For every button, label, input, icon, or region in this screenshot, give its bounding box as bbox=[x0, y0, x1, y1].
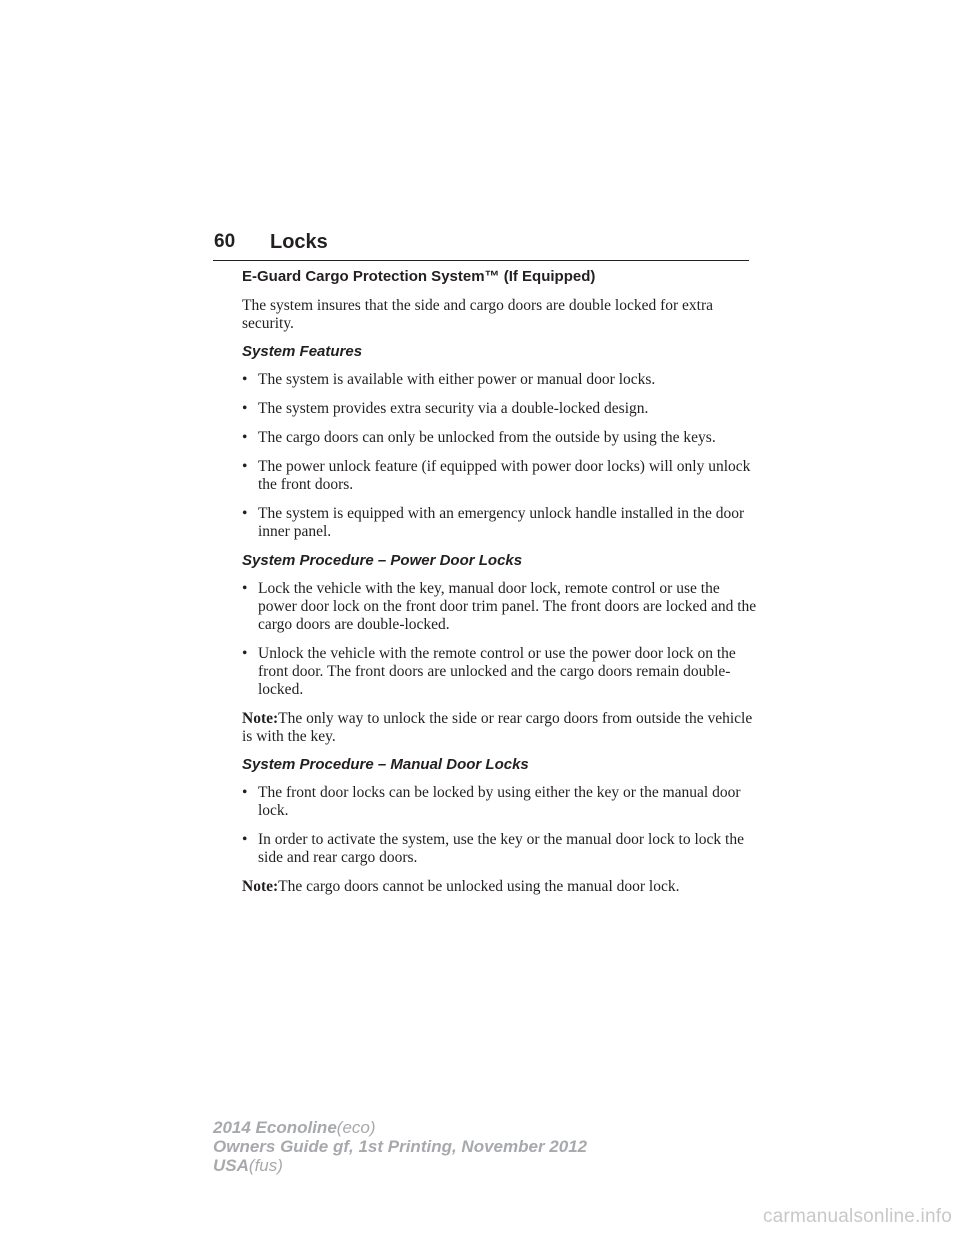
list-item-text: The system provides extra security via a double-locked design. bbox=[258, 400, 649, 417]
manual-procedure-heading: System Procedure – Manual Door Locks bbox=[242, 756, 529, 773]
bullet-icon: • bbox=[242, 458, 248, 475]
note-text: The cargo doors cannot be unlocked using the manual door lock. bbox=[278, 878, 680, 895]
list-item-text: The system is available with either power or manual door locks. bbox=[258, 371, 656, 388]
list-item bbox=[242, 505, 762, 541]
list-item bbox=[242, 831, 762, 867]
document-footer bbox=[213, 1118, 587, 1175]
note-label: Note: bbox=[242, 878, 279, 895]
bullet-icon: • bbox=[242, 784, 248, 801]
list-item bbox=[242, 645, 762, 699]
power-procedure-list bbox=[242, 580, 762, 699]
list-item bbox=[242, 371, 762, 389]
list-item-text: In order to activate the system, use the key or the manual door lock to lock the side and rear cargo doors. bbox=[258, 831, 744, 866]
bullet-icon: • bbox=[242, 429, 248, 446]
footer-market-code: (fus) bbox=[248, 1156, 283, 1175]
features-list bbox=[242, 371, 762, 541]
site-watermark: carmanualsonline.info bbox=[762, 1206, 952, 1227]
page-header bbox=[213, 230, 749, 261]
article-title: E-Guard Cargo Protection System™ (If Equipped) bbox=[242, 268, 596, 285]
list-item bbox=[242, 784, 762, 820]
page-number: 60 bbox=[214, 231, 236, 252]
note-text: The only way to unlock the side or rear cargo doors from outside the vehicle is with the key. bbox=[242, 710, 753, 745]
bullet-icon: • bbox=[242, 400, 248, 417]
list-item-text: The power unlock feature (if equipped with power door locks) will only unlock the front doors. bbox=[258, 458, 751, 493]
note-label: Note: bbox=[242, 710, 279, 727]
list-item-text: The front door locks can be locked by using either the key or the manual door lock. bbox=[258, 784, 741, 819]
list-item bbox=[242, 458, 762, 494]
footer-line-1 bbox=[213, 1118, 587, 1137]
footer-line-3 bbox=[213, 1156, 587, 1175]
list-item-text: The system is equipped with an emergency unlock handle installed in the door inner panel. bbox=[258, 505, 745, 540]
manual-procedure-note bbox=[242, 878, 762, 896]
page-content bbox=[242, 268, 762, 906]
list-item-text: Lock the vehicle with the key, manual door lock, remote control or use the power door lock on the front door trim panel. The front doors are locked and the cargo doors are double-locked. bbox=[258, 580, 757, 633]
manual-procedure-list bbox=[242, 784, 762, 867]
footer-model-code: (eco) bbox=[336, 1118, 376, 1137]
features-heading: System Features bbox=[242, 343, 363, 360]
list-item bbox=[242, 429, 762, 447]
section-title: Locks bbox=[270, 231, 328, 253]
bullet-icon: • bbox=[242, 371, 248, 388]
bullet-icon: • bbox=[242, 831, 248, 848]
power-procedure-heading: System Procedure – Power Door Locks bbox=[242, 552, 523, 569]
list-item bbox=[242, 580, 762, 634]
list-item-text: Unlock the vehicle with the remote control or use the power door lock on the front door. The front doors are unlocked and the cargo doors remain double-locked. bbox=[258, 645, 736, 698]
bullet-icon: • bbox=[242, 645, 248, 662]
list-item bbox=[242, 400, 762, 418]
bullet-icon: • bbox=[242, 580, 248, 597]
bullet-icon: • bbox=[242, 505, 248, 522]
intro-paragraph: The system insures that the side and cargo doors are double locked for extra security. bbox=[242, 297, 714, 332]
list-item-text: The cargo doors can only be unlocked from the outside by using the keys. bbox=[258, 429, 716, 446]
power-procedure-note bbox=[242, 710, 762, 746]
footer-model: 2014 Econoline bbox=[213, 1118, 337, 1137]
footer-market: USA bbox=[213, 1156, 249, 1175]
footer-line-2: Owners Guide gf, 1st Printing, November 2012 bbox=[213, 1137, 588, 1156]
